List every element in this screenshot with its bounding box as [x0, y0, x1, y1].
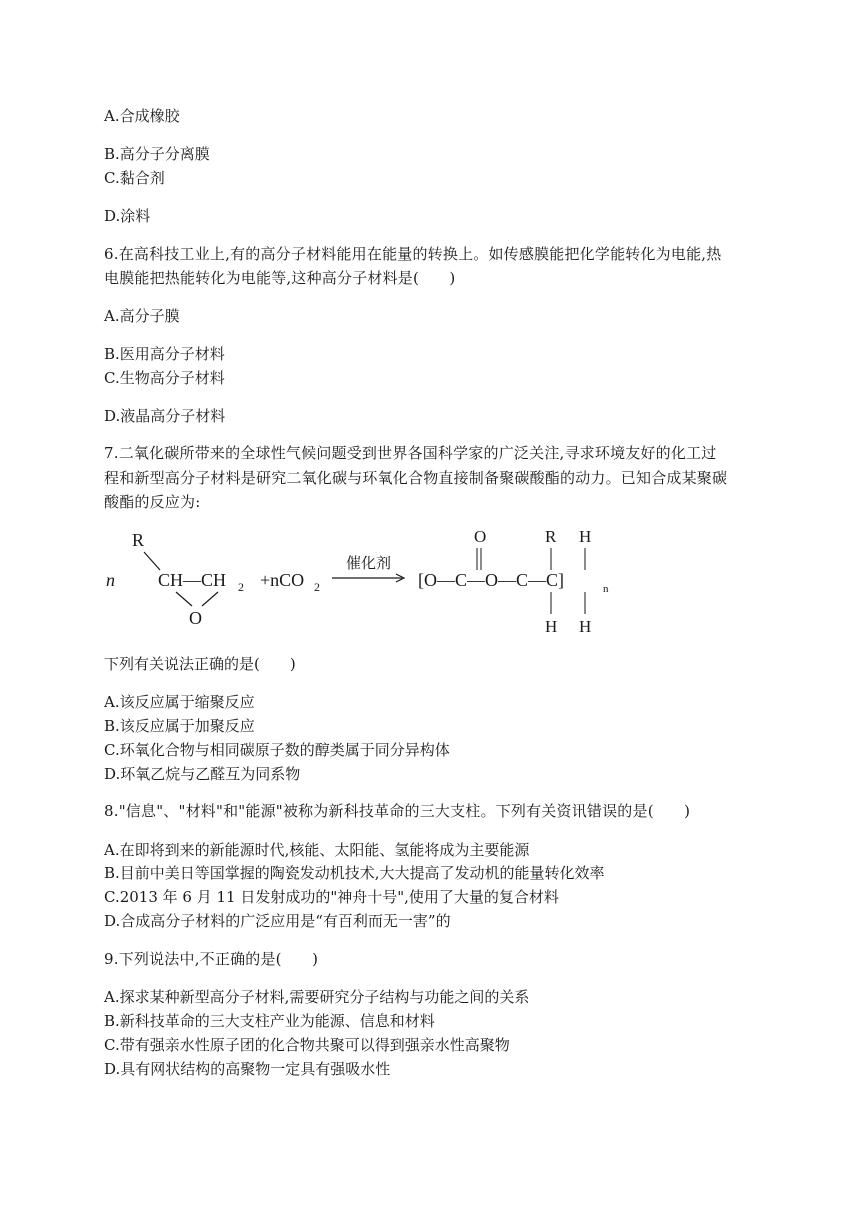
epoxide-subscript: 2	[238, 580, 244, 594]
q8-stem: 8."信息"、"材料"和"能源"被称为新科技革命的三大支柱。下列有关资讯错误的是( )	[104, 802, 691, 820]
q5-option-d: D.涂料	[104, 207, 151, 225]
q5-option-a: A.合成橡胶	[104, 107, 180, 125]
product-h-bottom-left: H	[545, 617, 558, 636]
q8-option-b: B.目前中美日等国掌握的陶瓷发动机技术,大大提高了发动机的能量转化效率	[104, 864, 605, 882]
q9-option-a: A.探求某种新型高分子材料,需要研究分子结构与功能之间的关系	[104, 988, 530, 1006]
ring-bond-left	[176, 592, 192, 606]
q7-question: 下列有关说法正确的是( )	[104, 655, 296, 673]
product-h-bottom-right: H	[579, 617, 592, 636]
q6-option-c: C.生物高分子材料	[104, 369, 225, 387]
product-r-group: R	[545, 527, 557, 546]
q6-option-a: A.高分子膜	[104, 307, 180, 325]
catalyst-label: 催化剂	[346, 554, 392, 572]
reaction-equation	[100, 520, 620, 640]
q9-option-c: C.带有强亲水性原子团的化合物共聚可以得到强亲水性高聚物	[104, 1036, 510, 1054]
ring-bond-right	[202, 592, 218, 606]
q6-option-d: D.液晶高分子材料	[104, 407, 226, 425]
epoxide-backbone: CH—CH	[158, 570, 227, 590]
q6-option-b: B.医用高分子材料	[104, 345, 225, 363]
q5-option-c: C.黏合剂	[104, 169, 165, 187]
r-bond	[144, 552, 160, 570]
q7-stem-line-1: 7.二氧化碳所带来的全球性气候问题受到世界各国科学家的广泛关注,寻求环境友好的化工过	[104, 444, 717, 462]
coefficient-n: n	[106, 570, 115, 590]
q9-option-d: D.具有网状结构的高聚物一定具有强吸水性	[104, 1060, 391, 1078]
q6-stem-line-2: 电膜能把热能转化为电能等,这种高分子材料是( )	[104, 269, 456, 287]
product-repeat-n: n	[603, 583, 609, 595]
plus-nco2: +nCO	[260, 570, 305, 590]
q8-option-d: D.合成高分子材料的广泛应用是“有百利而无一害”的	[104, 912, 451, 930]
q7-option-b: B.该反应属于加聚反应	[104, 717, 255, 735]
q8-option-c: C.2013 年 6 月 11 日发射成功的"神舟十号",使用了大量的复合材料	[104, 888, 559, 906]
co2-subscript: 2	[314, 580, 320, 594]
q6-stem-line-1: 6.在高科技工业上,有的高分子材料能用在能量的转换上。如传感膜能把化学能转化为电能,热	[104, 245, 722, 263]
q7-option-d: D.环氧乙烷与乙醛互为同系物	[104, 765, 301, 783]
product-chain: [O—C—O—C—C]	[418, 570, 565, 590]
product-h-top: H	[579, 527, 592, 546]
q7-option-a: A.该反应属于缩聚反应	[104, 693, 255, 711]
q5-option-b: B.高分子分离膜	[104, 145, 210, 163]
reactant-r-group: R	[132, 530, 145, 550]
q7-option-c: C.环氧化合物与相同碳原子数的醇类属于同分异构体	[104, 741, 450, 759]
q8-option-a: A.在即将到来的新能源时代,核能、太阳能、氢能将成为主要能源	[104, 841, 530, 859]
product-carbonyl-oxygen: O	[474, 527, 487, 546]
q7-stem-line-3: 酸酯的反应为:	[104, 493, 201, 511]
q7-stem-line-2: 程和新型高分子材料是研究二氧化碳与环氧化合物直接制备聚碳酸酯的动力。已知合成某聚碳	[104, 469, 728, 487]
q9-stem: 9.下列说法中,不正确的是( )	[104, 950, 319, 968]
epoxide-oxygen: O	[189, 608, 202, 628]
q9-option-b: B.新科技革命的三大支柱产业为能源、信息和材料	[104, 1012, 435, 1030]
